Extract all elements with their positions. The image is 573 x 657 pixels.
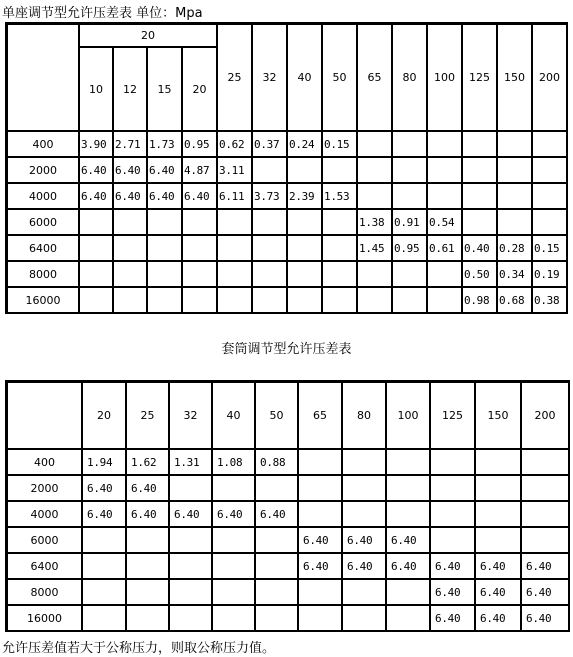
value-cell: 6.40: [126, 475, 169, 501]
value-cell: 6.40: [126, 501, 169, 527]
value-cell: [475, 449, 521, 475]
value-cell: [182, 235, 217, 261]
table-row: [7, 449, 569, 475]
row-label-cell: 2000: [7, 475, 82, 501]
subheader-cell: 10: [79, 47, 113, 131]
value-cell: [252, 157, 287, 183]
value-cell: [430, 527, 475, 553]
single-seat-pressure-table: [5, 22, 568, 314]
value-cell: [427, 261, 462, 287]
header-cell: 32: [252, 24, 287, 131]
header-cell: 25: [126, 382, 169, 449]
value-cell: 6.40: [113, 183, 147, 209]
value-cell: [427, 287, 462, 313]
value-cell: 6.40: [386, 527, 430, 553]
table-row: [7, 261, 567, 287]
value-cell: [182, 209, 217, 235]
subheader-cell: 12: [113, 47, 147, 131]
corner-cell: [7, 24, 79, 131]
value-cell: [462, 131, 497, 157]
value-cell: [357, 157, 392, 183]
value-cell: 6.40: [475, 579, 521, 605]
row-label-cell: 2000: [7, 157, 79, 183]
value-cell: 6.40: [430, 553, 475, 579]
value-cell: [169, 475, 212, 501]
value-cell: 4.87: [182, 157, 217, 183]
value-cell: [386, 605, 430, 631]
value-cell: [427, 183, 462, 209]
value-cell: 0.95: [182, 131, 217, 157]
value-cell: 0.61: [427, 235, 462, 261]
value-cell: 3.11: [217, 157, 252, 183]
value-cell: [298, 501, 342, 527]
subheader-cell: 15: [147, 47, 182, 131]
row-label-cell: 16000: [7, 287, 79, 313]
value-cell: [298, 449, 342, 475]
value-cell: 6.40: [113, 157, 147, 183]
value-cell: 1.45: [357, 235, 392, 261]
value-cell: [462, 209, 497, 235]
value-cell: [217, 287, 252, 313]
value-cell: 6.40: [82, 501, 126, 527]
value-cell: [342, 605, 386, 631]
value-cell: 6.40: [430, 605, 475, 631]
table-header-row: [7, 24, 567, 47]
value-cell: 1.38: [357, 209, 392, 235]
header-cell: 200: [532, 24, 567, 131]
value-cell: 6.40: [169, 501, 212, 527]
value-cell: [386, 579, 430, 605]
value-cell: [521, 475, 569, 501]
value-cell: 0.40: [462, 235, 497, 261]
value-cell: [113, 235, 147, 261]
value-cell: [113, 209, 147, 235]
value-cell: 0.15: [322, 131, 357, 157]
value-cell: [82, 605, 126, 631]
header-cell: 50: [322, 24, 357, 131]
value-cell: 6.40: [82, 475, 126, 501]
value-cell: [252, 287, 287, 313]
value-cell: 0.50: [462, 261, 497, 287]
value-cell: [322, 235, 357, 261]
value-cell: [212, 475, 255, 501]
value-cell: 0.95: [392, 235, 427, 261]
header-cell: 80: [342, 382, 386, 449]
table-row: [7, 579, 569, 605]
value-cell: 6.40: [79, 183, 113, 209]
header-cell: 100: [386, 382, 430, 449]
row-label-cell: 6000: [7, 527, 82, 553]
value-cell: [287, 209, 322, 235]
footnote: 允许压差值若大于公称压力，则取公称压力值。: [2, 641, 276, 656]
value-cell: [212, 579, 255, 605]
table-row: [7, 287, 567, 313]
value-cell: [357, 261, 392, 287]
header-cell: 150: [497, 24, 532, 131]
value-cell: [521, 527, 569, 553]
value-cell: [147, 261, 182, 287]
value-cell: 1.62: [126, 449, 169, 475]
value-cell: [212, 605, 255, 631]
row-label-cell: 4000: [7, 183, 79, 209]
value-cell: [182, 261, 217, 287]
header-cell: 200: [521, 382, 569, 449]
value-cell: [287, 287, 322, 313]
value-cell: [252, 261, 287, 287]
value-cell: 1.08: [212, 449, 255, 475]
value-cell: 0.91: [392, 209, 427, 235]
value-cell: 6.40: [386, 553, 430, 579]
value-cell: [126, 605, 169, 631]
value-cell: [255, 605, 298, 631]
value-cell: [169, 579, 212, 605]
value-cell: 6.40: [79, 157, 113, 183]
value-cell: [217, 209, 252, 235]
value-cell: [532, 131, 567, 157]
value-cell: 6.40: [298, 553, 342, 579]
value-cell: [532, 183, 567, 209]
header-cell: 100: [427, 24, 462, 131]
value-cell: 1.73: [147, 131, 182, 157]
value-cell: [322, 209, 357, 235]
value-cell: [497, 131, 532, 157]
value-cell: [252, 235, 287, 261]
value-cell: [287, 235, 322, 261]
header-cell: 20: [82, 382, 126, 449]
value-cell: 6.40: [182, 183, 217, 209]
value-cell: 0.68: [497, 287, 532, 313]
value-cell: 0.38: [532, 287, 567, 313]
value-cell: [497, 157, 532, 183]
value-cell: [322, 287, 357, 313]
value-cell: [82, 527, 126, 553]
value-cell: [217, 235, 252, 261]
value-cell: [169, 553, 212, 579]
row-label-cell: 6000: [7, 209, 79, 235]
row-label-cell: 6400: [7, 553, 82, 579]
value-cell: [430, 449, 475, 475]
table-row: [7, 209, 567, 235]
value-cell: [113, 261, 147, 287]
value-cell: [392, 131, 427, 157]
value-cell: [255, 475, 298, 501]
value-cell: [82, 579, 126, 605]
value-cell: [475, 527, 521, 553]
value-cell: 0.37: [252, 131, 287, 157]
value-cell: [147, 209, 182, 235]
single-seat-table-title: 单座调节型允许压差表 单位：Mpa: [2, 6, 203, 21]
value-cell: [386, 475, 430, 501]
value-cell: [342, 501, 386, 527]
value-cell: 0.24: [287, 131, 322, 157]
row-label-cell: 4000: [7, 501, 82, 527]
value-cell: [521, 449, 569, 475]
value-cell: [462, 157, 497, 183]
value-cell: [169, 605, 212, 631]
row-label-cell: 400: [7, 449, 82, 475]
value-cell: [79, 287, 113, 313]
value-cell: [287, 261, 322, 287]
row-label-cell: 6400: [7, 235, 79, 261]
value-cell: [217, 261, 252, 287]
value-cell: 6.40: [475, 553, 521, 579]
value-cell: [342, 475, 386, 501]
value-cell: 0.88: [255, 449, 298, 475]
value-cell: [126, 579, 169, 605]
table-row: [7, 527, 569, 553]
value-cell: [357, 287, 392, 313]
value-cell: [255, 527, 298, 553]
header-cell: 65: [298, 382, 342, 449]
value-cell: 6.40: [521, 605, 569, 631]
value-cell: 6.40: [342, 527, 386, 553]
table-row: [7, 501, 569, 527]
value-cell: [287, 157, 322, 183]
value-cell: 2.39: [287, 183, 322, 209]
value-cell: [430, 501, 475, 527]
table-row: [7, 235, 567, 261]
value-cell: [298, 605, 342, 631]
value-cell: [212, 553, 255, 579]
value-cell: [298, 475, 342, 501]
header-cell: 40: [287, 24, 322, 131]
value-cell: [475, 501, 521, 527]
corner-cell: [7, 382, 82, 449]
value-cell: 6.40: [342, 553, 386, 579]
value-cell: [255, 579, 298, 605]
value-cell: [497, 183, 532, 209]
value-cell: [532, 209, 567, 235]
value-cell: 6.11: [217, 183, 252, 209]
sleeve-table-title: 套筒调节型允许压差表: [221, 342, 352, 357]
header-cell: 40: [212, 382, 255, 449]
table-row: [7, 157, 567, 183]
value-cell: [357, 183, 392, 209]
value-cell: 6.40: [255, 501, 298, 527]
value-cell: [212, 527, 255, 553]
value-cell: [169, 527, 212, 553]
value-cell: 6.40: [521, 579, 569, 605]
header-cell: 125: [430, 382, 475, 449]
header-cell: 65: [357, 24, 392, 131]
table-row: [7, 183, 567, 209]
value-cell: [298, 579, 342, 605]
value-cell: [462, 183, 497, 209]
value-cell: [386, 501, 430, 527]
value-cell: 0.19: [532, 261, 567, 287]
subheader-cell: 20: [182, 47, 217, 131]
value-cell: [342, 579, 386, 605]
value-cell: 6.40: [147, 183, 182, 209]
header-cell: 32: [169, 382, 212, 449]
value-cell: [126, 553, 169, 579]
table-row: [7, 553, 569, 579]
value-cell: [82, 553, 126, 579]
group-header-cell: 20: [79, 24, 217, 47]
value-cell: [79, 209, 113, 235]
value-cell: [113, 287, 147, 313]
value-cell: [147, 235, 182, 261]
value-cell: [475, 475, 521, 501]
value-cell: [392, 183, 427, 209]
value-cell: [521, 501, 569, 527]
header-cell: 125: [462, 24, 497, 131]
table-row: [7, 475, 569, 501]
row-label-cell: 16000: [7, 605, 82, 631]
value-cell: 0.28: [497, 235, 532, 261]
value-cell: 6.40: [212, 501, 255, 527]
value-cell: 6.40: [147, 157, 182, 183]
value-cell: [392, 287, 427, 313]
value-cell: 1.31: [169, 449, 212, 475]
value-cell: [427, 131, 462, 157]
value-cell: 1.53: [322, 183, 357, 209]
value-cell: [357, 131, 392, 157]
value-cell: [386, 449, 430, 475]
value-cell: [182, 287, 217, 313]
header-cell: 25: [217, 24, 252, 131]
value-cell: 6.40: [430, 579, 475, 605]
value-cell: [322, 157, 357, 183]
header-cell: 50: [255, 382, 298, 449]
table-row: [7, 605, 569, 631]
header-cell: 80: [392, 24, 427, 131]
value-cell: [147, 287, 182, 313]
value-cell: 0.54: [427, 209, 462, 235]
value-cell: [342, 449, 386, 475]
table-header-row: [7, 382, 569, 449]
value-cell: [427, 157, 462, 183]
value-cell: [392, 261, 427, 287]
header-cell: 150: [475, 382, 521, 449]
value-cell: [497, 209, 532, 235]
value-cell: 3.73: [252, 183, 287, 209]
value-cell: 0.62: [217, 131, 252, 157]
value-cell: 6.40: [521, 553, 569, 579]
value-cell: [252, 209, 287, 235]
table-row: [7, 131, 567, 157]
value-cell: 6.40: [475, 605, 521, 631]
value-cell: 6.40: [298, 527, 342, 553]
value-cell: [532, 157, 567, 183]
value-cell: [322, 261, 357, 287]
value-cell: [126, 527, 169, 553]
value-cell: 3.90: [79, 131, 113, 157]
value-cell: 0.15: [532, 235, 567, 261]
value-cell: [79, 261, 113, 287]
value-cell: [430, 475, 475, 501]
value-cell: [255, 553, 298, 579]
value-cell: 1.94: [82, 449, 126, 475]
row-label-cell: 8000: [7, 261, 79, 287]
value-cell: [392, 157, 427, 183]
value-cell: 0.98: [462, 287, 497, 313]
value-cell: 2.71: [113, 131, 147, 157]
row-label-cell: 400: [7, 131, 79, 157]
row-label-cell: 8000: [7, 579, 82, 605]
sleeve-pressure-table: [5, 380, 570, 632]
value-cell: 0.34: [497, 261, 532, 287]
value-cell: [79, 235, 113, 261]
